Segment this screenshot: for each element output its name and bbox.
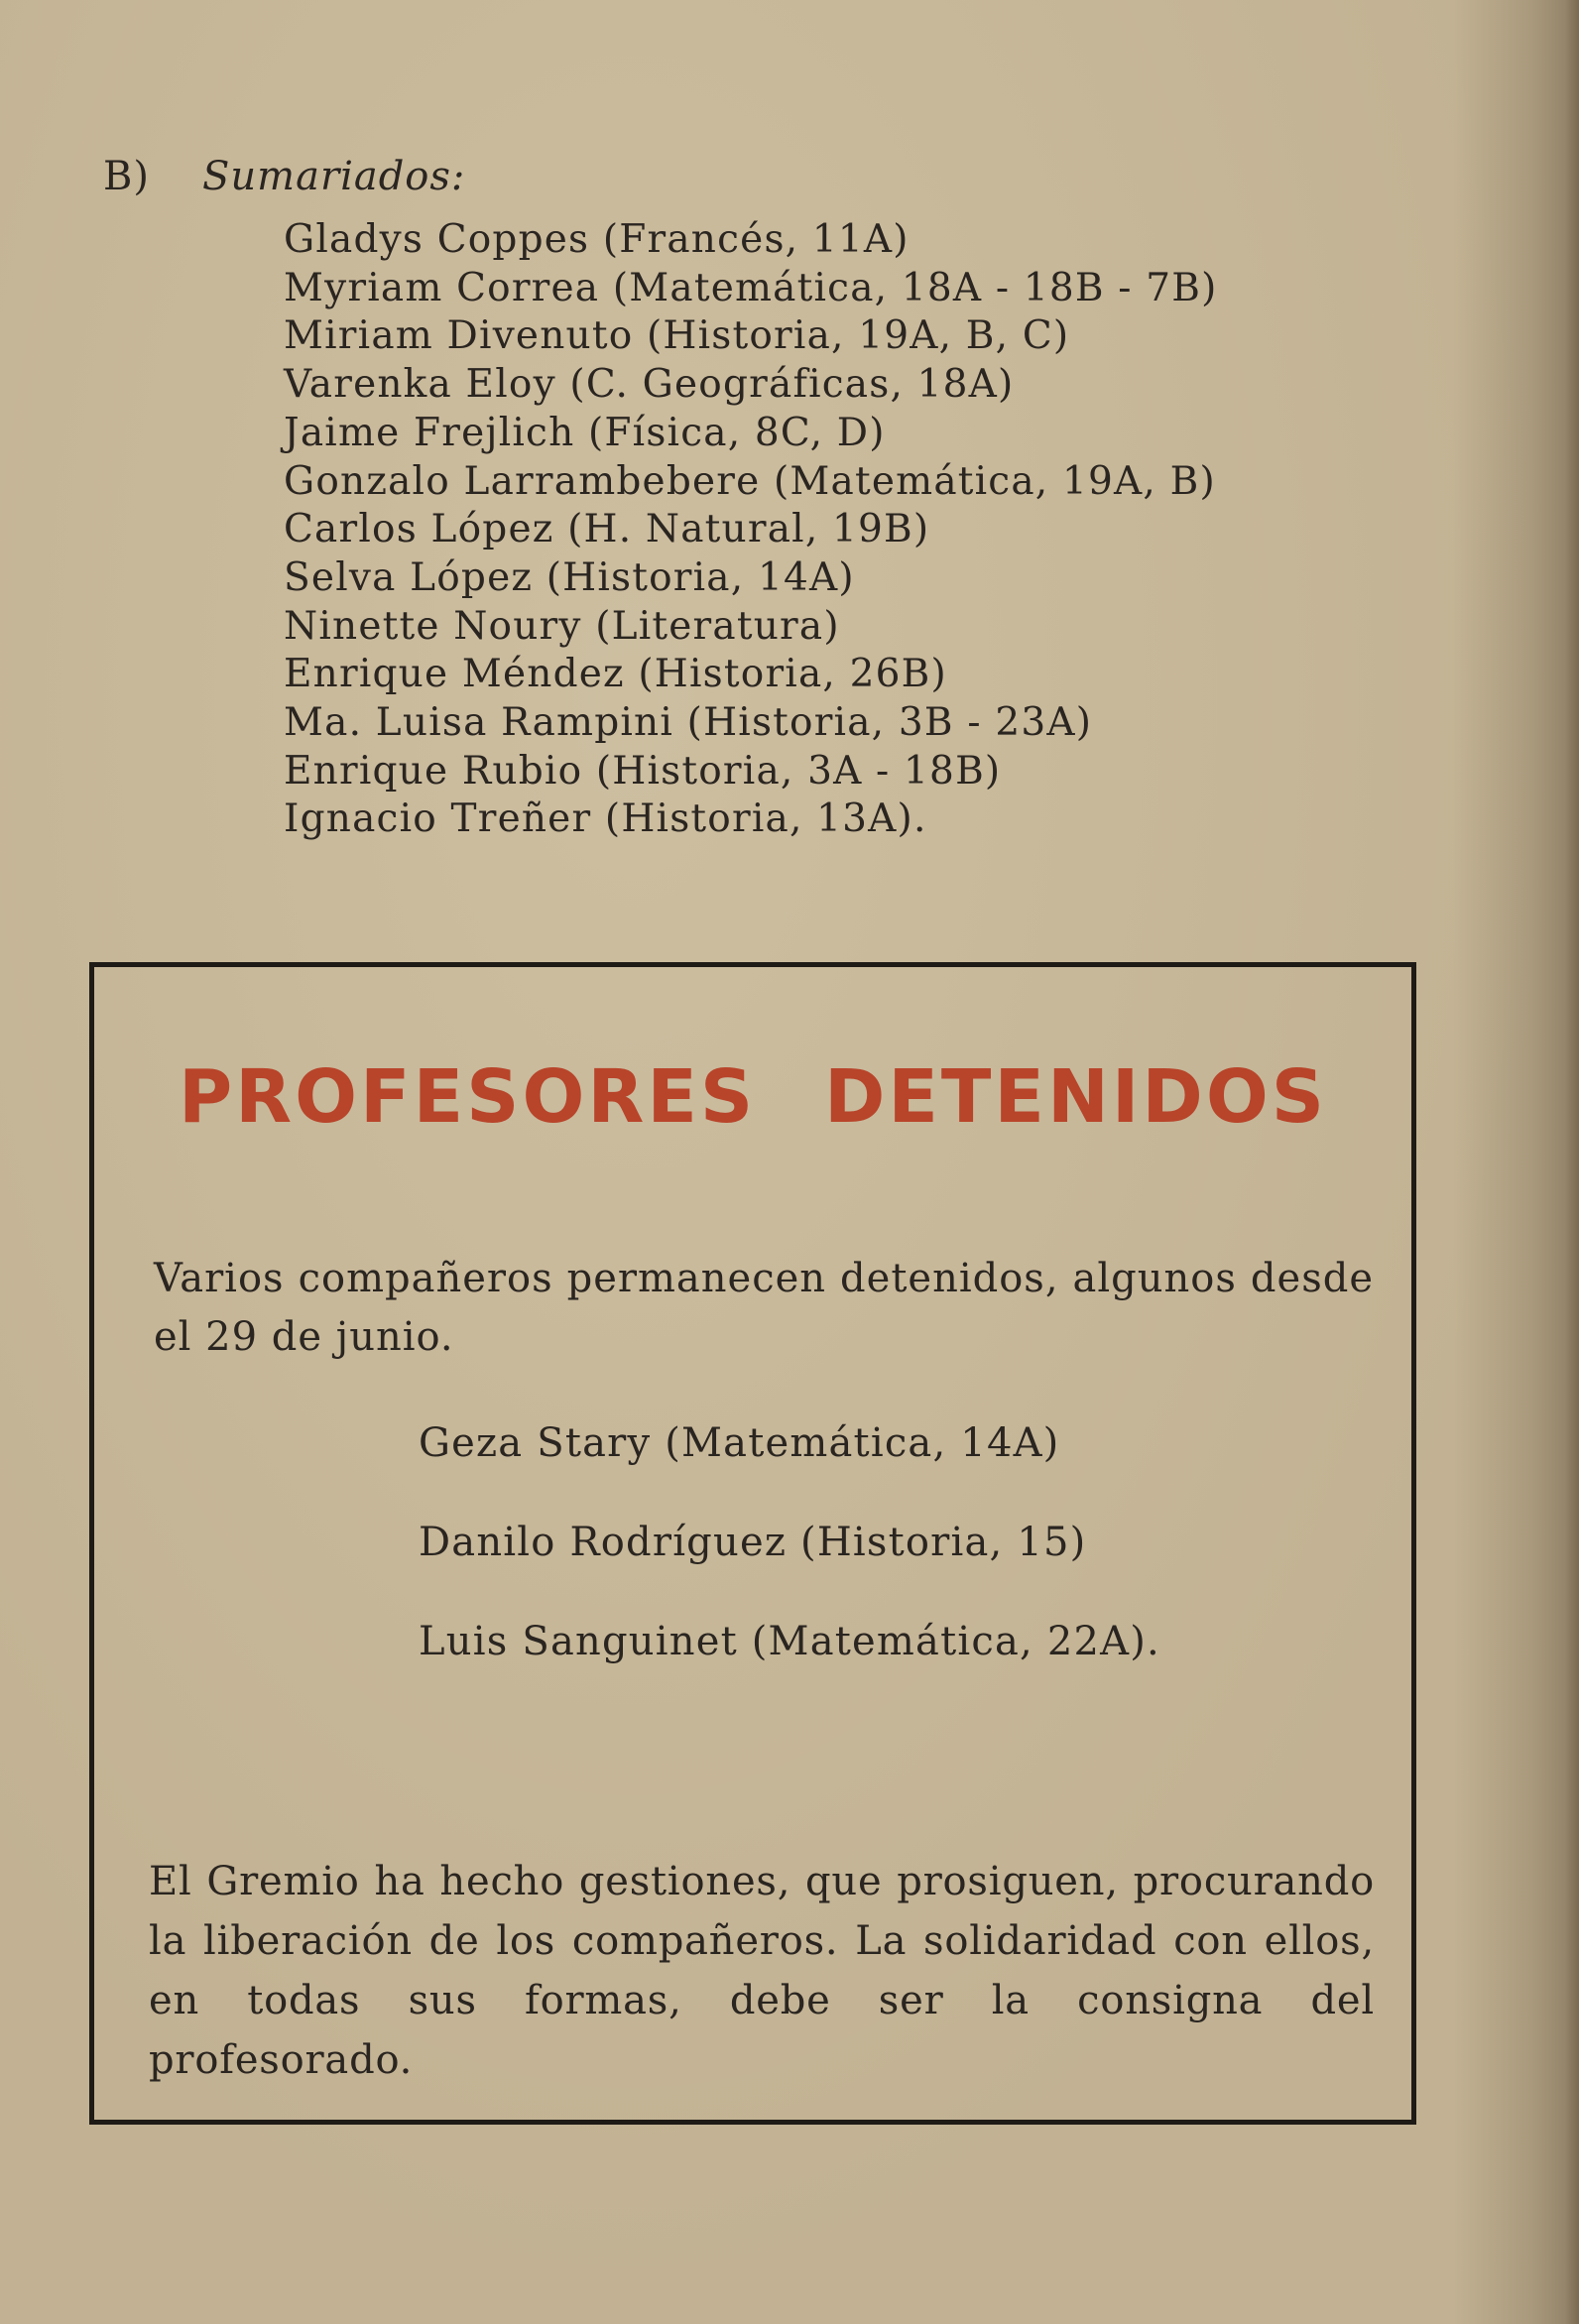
sumariados-section [103,151,1393,844]
list-item: Geza Stary (Matemática, 14A) [419,1420,1060,1466]
list-item: Ignacio Treñer (Historia, 13A). [284,796,927,842]
detenidos-box [89,962,1416,2125]
list-item: Carlos López (H. Natural, 19B) [284,507,930,552]
list-item: Miriam Divenuto (Historia, 19A, B, C) [284,313,1070,359]
list-item: Luis Sanguinet (Matemática, 22A). [419,1619,1160,1664]
page-edge-shadow [1565,0,1579,2324]
list-item: Selva López (Historia, 14A) [284,554,855,600]
section-heading [103,151,1393,202]
list-item: Ninette Noury (Literatura) [284,603,840,649]
detenidos-intro: Varios compañeros permanecen detenidos, algunos desde el 29 de junio. [154,1256,1374,1360]
list-item: Varenka Eloy (C. Geográficas, 18A) [284,362,1015,408]
list-item: Danilo Rodríguez (Historia, 15) [419,1520,1087,1565]
list-item: Gladys Coppes (Francés, 11A) [284,217,910,262]
list-item: Myriam Correa (Matemática, 18A - 18B - 7B) [284,265,1218,310]
detenidos-title: PROFESORES DETENIDOS [178,1054,1328,1140]
list-item: Jaime Frejlich (Física, 8C, D) [284,410,886,455]
section-letter: B) [103,154,150,199]
list-item: Gonzalo Larrambebere (Matemática, 19A, B) [284,458,1216,504]
list-item: Ma. Luisa Rampini (Historia, 3B - 23A) [284,700,1093,746]
detenidos-list [419,1418,1160,1716]
list-item: Enrique Méndez (Historia, 26B) [284,652,947,697]
sumariados-list [103,216,1393,844]
detenidos-closing: El Gremio ha hecho gestiones, que prosiguen, procurando la liberación de los compañeros. La solidaridad con ellos, en todas sus formas, debe ser la consigna del profesorado. [149,1859,1375,2083]
section-title: Sumariados: [202,154,466,199]
list-item: Enrique Rubio (Historia, 3A - 18B) [284,748,1002,794]
